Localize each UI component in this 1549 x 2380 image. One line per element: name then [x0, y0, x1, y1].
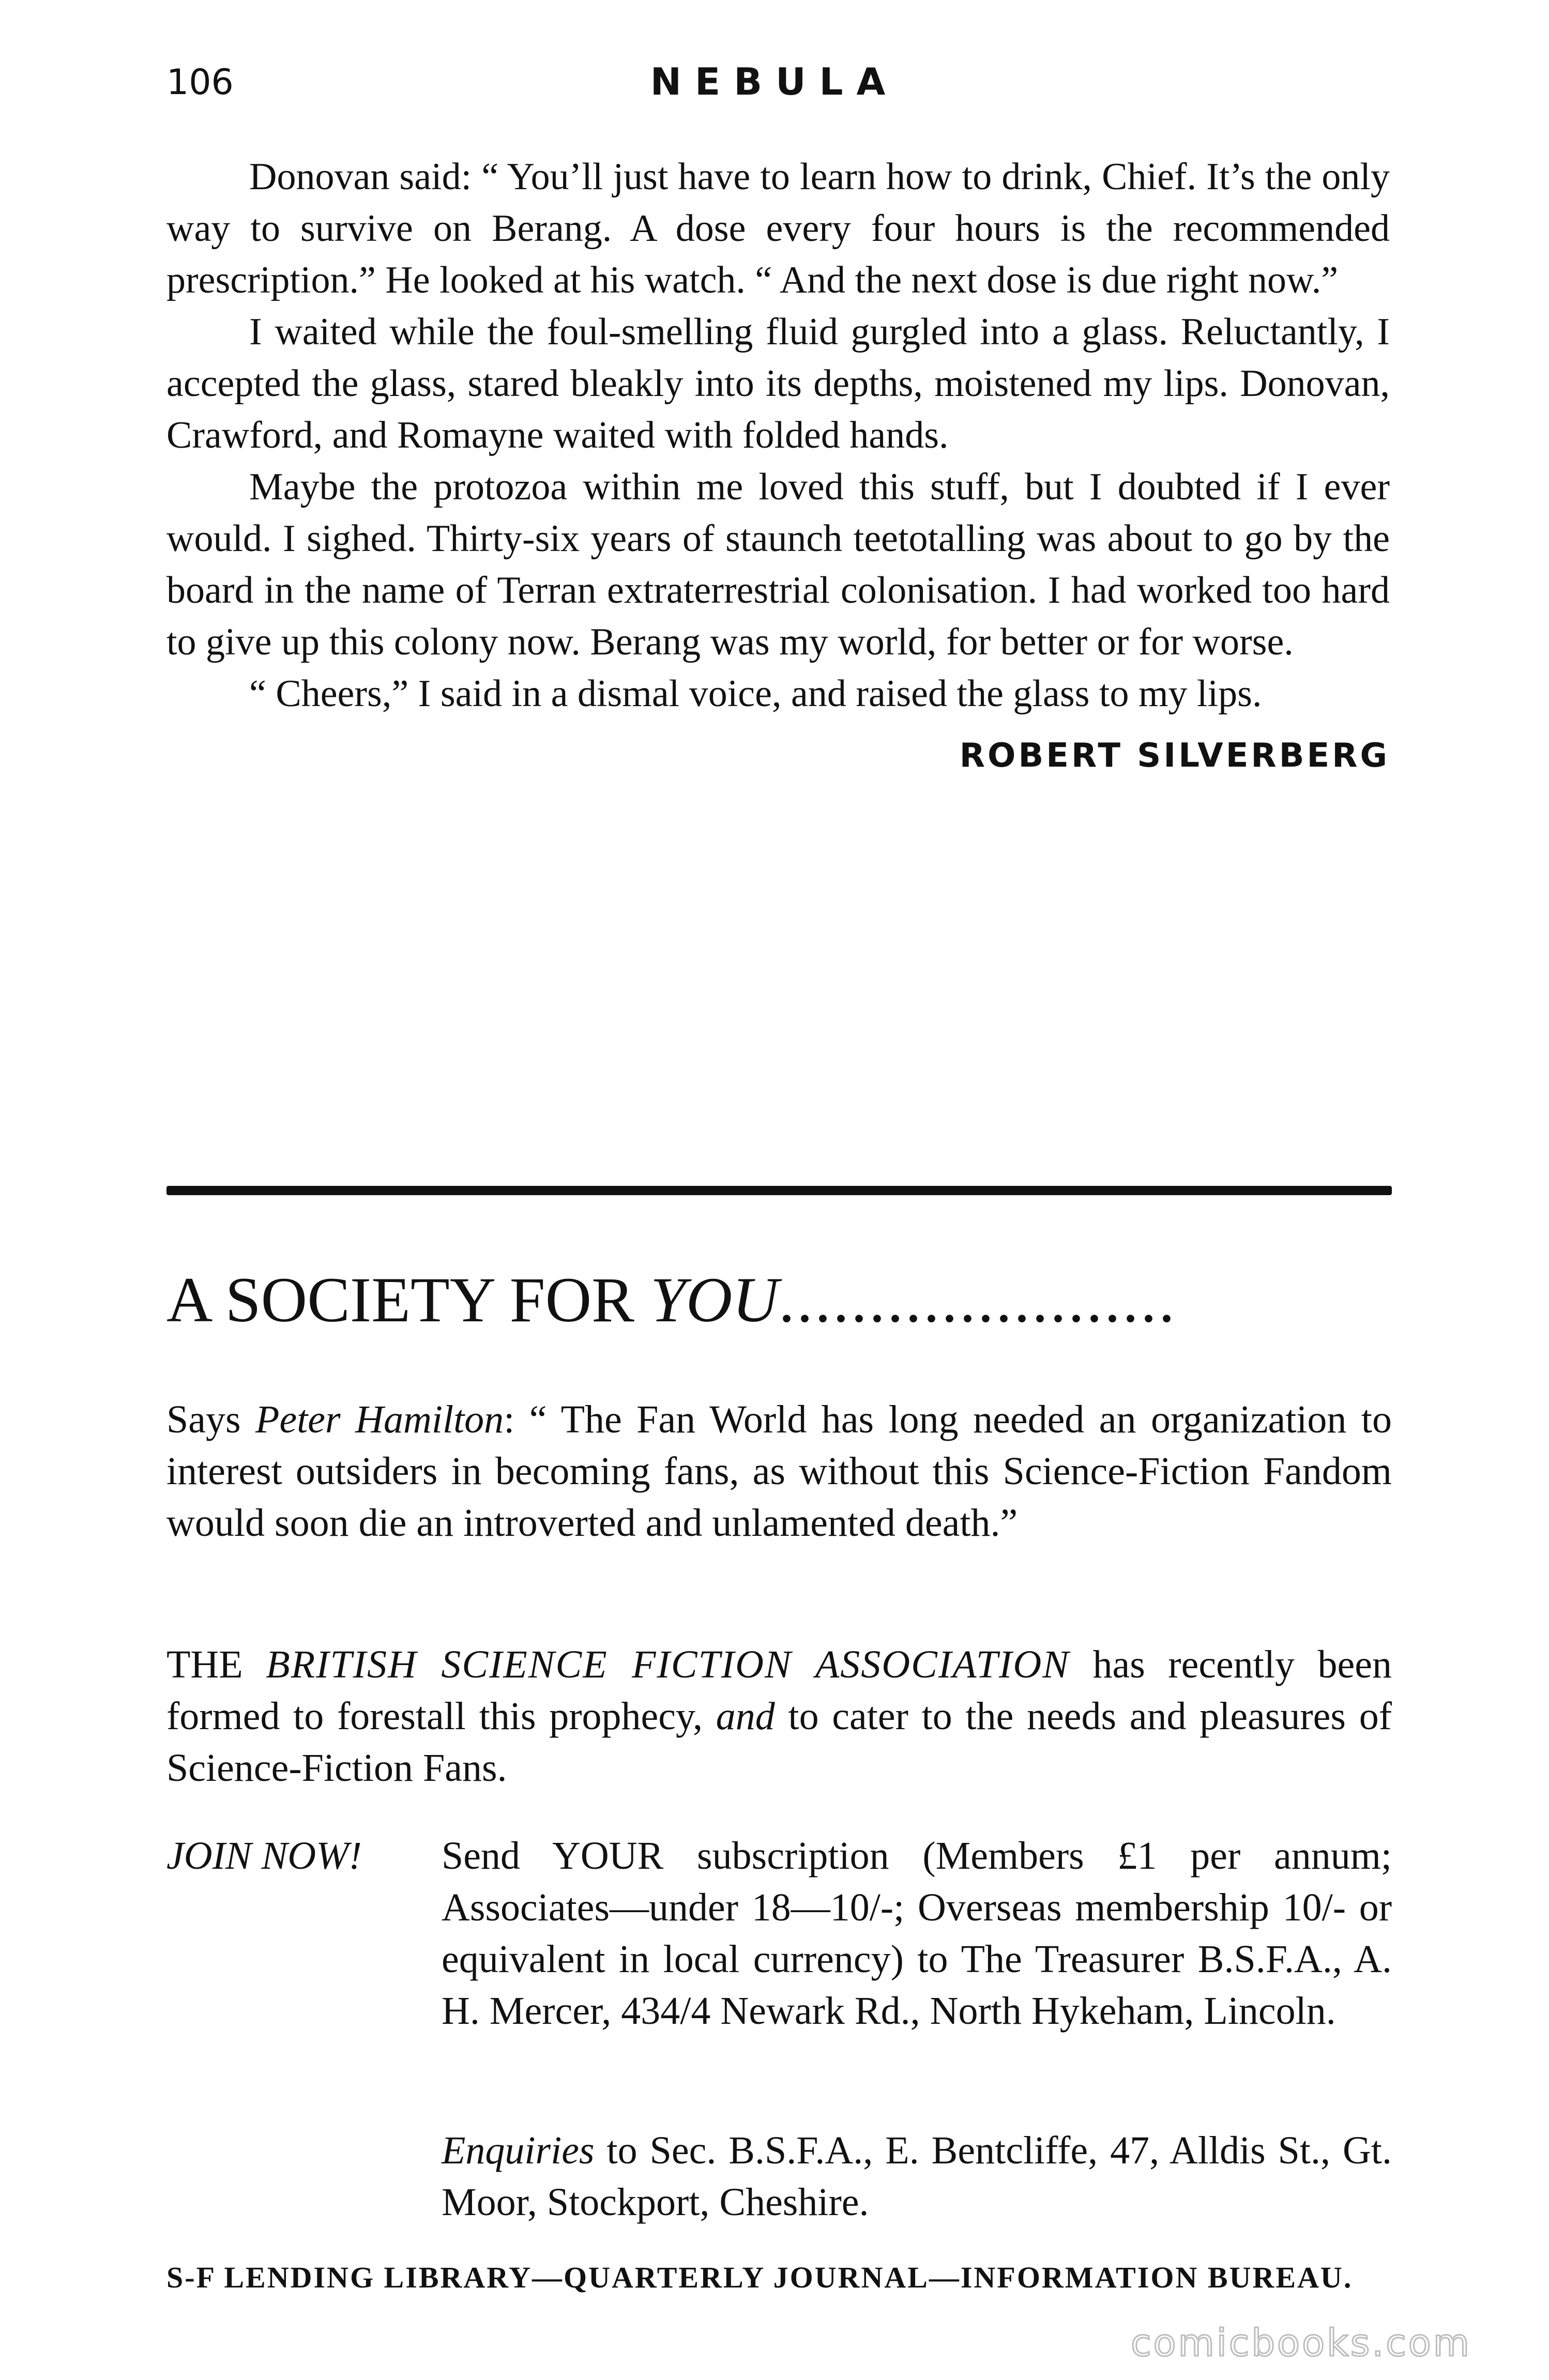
site-watermark: comicbooks.com [1130, 2321, 1471, 2364]
page-number: 106 [166, 62, 234, 103]
quote-says: Says [166, 1398, 256, 1441]
join-now-label: JOIN NOW! [166, 1834, 362, 1878]
quote-text: : “ The Fan World has long needed an organization to interest outsiders in becoming fans, as without this Science-Fiction Fandom would soon die an introverted and unlamented death.” [166, 1398, 1392, 1545]
bsfa-announcement [166, 1639, 1392, 1794]
bsfa-and: and [716, 1695, 775, 1738]
subscription-details: Send YOUR subscription (Members £1 per annum; Associates—under 18—10/-; Overseas membership 10/- or equivalent in local currency) to The Treasurer B.S.F.A., A. H. Mercer, 434/4 Newark Rd., North Hykeham, Lincoln. [442, 1834, 1392, 2033]
story-paragraph: Donovan said: “ You’ll just have to learn how to drink, Chief. It’s the only way to survive on Berang. A dose every four hours is the recommended prescription.” He looked at his watch. “ And the next dose is due right now.” [166, 156, 1390, 301]
heading-prefix: A SOCIETY FOR [166, 1264, 650, 1335]
section-divider [166, 1186, 1392, 1195]
story-paragraph: I waited while the foul-smelling fluid gurgled into a glass. Reluctantly, I accepted the glass, stared bleakly into its depths, moistened my lips. Donovan, Crawford, and Romayne waited with folded hands. [166, 311, 1390, 456]
enquiries-label: Enquiries [442, 2129, 595, 2172]
story-text [166, 151, 1390, 782]
bsfa-the: THE [166, 1643, 266, 1686]
story-paragraph: “ Cheers,” I said in a dismal voice, and raised the glass to my lips. [249, 673, 1262, 715]
bsfa-text-1: has recently been formed to forestall this prophecy, [166, 1643, 1392, 1738]
bsfa-name: BRITISH SCIENCE FICTION ASSOCIATION [266, 1643, 1070, 1686]
bsfa-text-2: to cater to the needs and pleasures of Science-Fiction Fans. [166, 1695, 1392, 1790]
quote-author: Peter Hamilton [255, 1398, 504, 1441]
story-paragraph: Maybe the protozoa within me loved this stuff, but I doubted if I ever would. I sighed. Thirty-six years of staunch teetotalling was about to go by the board in the name of Terran extraterrestrial colonisation. I had worked too hard to give up this colony now. Berang was my world, for better or for worse. [166, 466, 1390, 663]
heading-emphasis: YOU [650, 1264, 779, 1335]
heading-leaders: ...................... [778, 1264, 1177, 1335]
author-byline: ROBERT SILVERBERG [959, 737, 1390, 775]
hamilton-quote [166, 1394, 1392, 1549]
running-title: NEBULA [650, 60, 899, 103]
enquiries-details [442, 2125, 1392, 2228]
society-heading [166, 1261, 1392, 1339]
enquiries-text: to Sec. B.S.F.A., E. Bentcliffe, 47, Alldis St., Gt. Moor, Stockport, Cheshire. [442, 2129, 1392, 2224]
services-footer: S-F LENDING LIBRARY—QUARTERLY JOURNAL—INFORMATION BUREAU. [166, 2261, 1353, 2294]
